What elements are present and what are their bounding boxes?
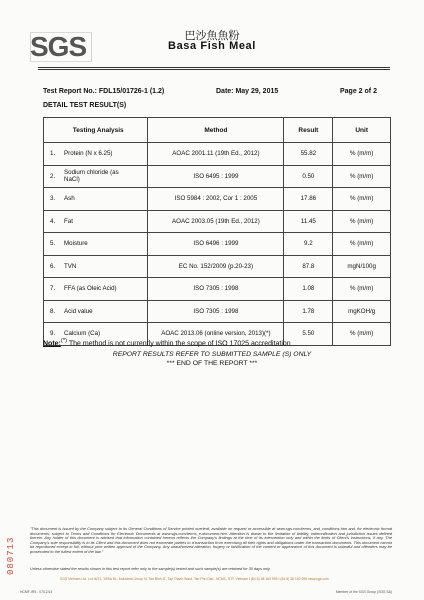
header-testing-analysis: Testing Analysis bbox=[44, 118, 148, 143]
report-refer-text: REPORT RESULTS REFER TO SUBMITTED SAMPLE (S) ONLY bbox=[112, 351, 312, 358]
row-number: 3. bbox=[50, 195, 56, 203]
row-number: 9. bbox=[50, 330, 56, 338]
cell-result: 1.08 bbox=[284, 278, 333, 301]
cell-analysis bbox=[44, 300, 148, 323]
header-unit: Unit bbox=[333, 118, 391, 143]
title-english: Basa Fish Meal bbox=[168, 40, 256, 52]
row-number: 8. bbox=[50, 307, 56, 315]
analysis-name: Ash bbox=[64, 195, 75, 203]
cell-method: ISO 7305 : 1998 bbox=[148, 300, 284, 323]
analysis-name: TVN bbox=[64, 262, 77, 270]
serial-number-stamp: 080713 bbox=[6, 536, 16, 575]
table-row bbox=[44, 188, 391, 211]
cell-analysis bbox=[44, 143, 148, 166]
note bbox=[43, 338, 291, 347]
analysis-name: FFA (as Oleic Acid) bbox=[64, 285, 117, 293]
cell-result: 55.82 bbox=[284, 143, 333, 166]
table-row bbox=[44, 300, 391, 323]
cell-unit: % (m/m) bbox=[333, 323, 391, 346]
cell-unit: % (m/m) bbox=[333, 165, 391, 188]
results-table bbox=[43, 117, 391, 346]
logo-text: SGS bbox=[30, 31, 87, 62]
cell-result: 0.50 bbox=[284, 165, 333, 188]
unless-text: Unless otherwise stated the results shown in this test report refer only to the sample(s) tested and such sample(s) are retained for 30 days only. bbox=[30, 567, 271, 571]
cell-unit: % (m/m) bbox=[333, 210, 391, 233]
analysis-name: Calcium (Ca) bbox=[64, 330, 101, 338]
cell-result: 17.86 bbox=[284, 188, 333, 211]
row-number: 1. bbox=[50, 150, 56, 158]
cell-unit: mgN/100g bbox=[333, 255, 391, 278]
cell-method: ISO 7305 : 1998 bbox=[148, 278, 284, 301]
report-date: Date: May 29, 2015 bbox=[216, 88, 279, 95]
row-number: 7. bbox=[50, 285, 56, 293]
cell-method: AOAC 2001.11 (19th Ed., 2012) bbox=[148, 143, 284, 166]
cell-method: AOAC 2003.05 (19th Ed., 2012) bbox=[148, 210, 284, 233]
cell-unit: % (m/m) bbox=[333, 233, 391, 256]
cell-method: EC No. 152/2009 (p.20-23) bbox=[148, 255, 284, 278]
analysis-name: Protein (N x 6.25) bbox=[64, 150, 113, 158]
disclaimer-text: "This document is issued by the Company subject to its General Conditions of Service printed overleaf, available on request or accessible at www.sgs.com/terms_and_conditions.htm and, for electronic format documents, subject to Terms and Conditions for Electronic Documents at www.sgs.com/terms_e-document.htm. Attention is drawn to the limitation of liability, indemnification and jurisdiction issues defined therein. Any holder of this document is advised that information contained hereon reflects the Company's findings at the time of its intervention only and within the limits of Client's instructions, if any. The Company's sole responsibility is to its Client and this document does not exonerate parties to a transaction from exercising all their rights and obligations under the transaction documents. This document cannot be reproduced except in full, without prior written approval of the Company. Any unauthorized alteration, forgery or falsification of the content or appearance of this document is unlawful and offenders may be prosecuted to the fullest extent of the law." bbox=[30, 526, 392, 554]
cell-result: 87.8 bbox=[284, 255, 333, 278]
title-chinese: 巴沙魚魚粉 bbox=[184, 29, 240, 42]
table-row bbox=[44, 233, 391, 256]
note-marker: (*) bbox=[60, 338, 68, 344]
cell-method: ISO 6495 : 1999 bbox=[148, 165, 284, 188]
row-number: 2. bbox=[50, 172, 56, 180]
analysis-name: Acid value bbox=[64, 307, 93, 315]
cell-result: 5.50 bbox=[284, 323, 333, 346]
analysis-name: Moisture bbox=[64, 240, 88, 248]
table-row bbox=[44, 255, 391, 278]
analysis-name: Fat bbox=[64, 217, 73, 225]
table-row bbox=[44, 278, 391, 301]
end-of-report: *** END OF THE REPORT *** bbox=[166, 360, 258, 367]
cell-method: ISO 6496 : 1999 bbox=[148, 233, 284, 256]
cell-method: AOAC 2013.06 (online version, 2013)(*) bbox=[148, 323, 284, 346]
note-text: The method is not currently within the scope of ISO 17025 accreditation bbox=[68, 340, 291, 348]
table-row bbox=[44, 165, 391, 188]
cell-unit: % (m/m) bbox=[333, 278, 391, 301]
page-number: Page 2 of 2 bbox=[340, 88, 377, 95]
cell-unit: mgKOH/g bbox=[333, 300, 391, 323]
cell-analysis bbox=[44, 188, 148, 211]
section-title: DETAIL TEST RESULT(S) bbox=[43, 102, 127, 109]
cell-analysis bbox=[44, 278, 148, 301]
cell-method: ISO 5984 : 2002, Cor 1 : 2005 bbox=[148, 188, 284, 211]
table-row bbox=[44, 143, 391, 166]
cell-analysis bbox=[44, 255, 148, 278]
note-label: Note: bbox=[43, 340, 61, 348]
footer-form-code: HCMF-IR5 - 07/12/14 bbox=[20, 590, 53, 594]
header-divider-2 bbox=[38, 69, 390, 70]
footer-member: Member of the SGS Group (SGS SA) bbox=[335, 590, 392, 594]
row-number: 5. bbox=[50, 240, 56, 248]
report-number: Test Report No.: FDL15/01726-1 (1.2) bbox=[43, 88, 165, 95]
cell-analysis bbox=[44, 210, 148, 233]
header-result: Result bbox=[284, 118, 333, 143]
header-method: Method bbox=[148, 118, 284, 143]
cell-result: 11.45 bbox=[284, 210, 333, 233]
row-number: 6. bbox=[50, 262, 56, 270]
header-divider bbox=[38, 67, 390, 68]
cell-result: 1.78 bbox=[284, 300, 333, 323]
cell-unit: % (m/m) bbox=[333, 143, 391, 166]
analysis-name: Sodium chloride (as NaCl) bbox=[64, 169, 119, 184]
cell-analysis bbox=[44, 165, 148, 188]
cell-analysis bbox=[44, 233, 148, 256]
table-body bbox=[44, 143, 391, 346]
table-header-row bbox=[44, 118, 391, 143]
table-row bbox=[44, 210, 391, 233]
footer-address: SGS Vietnam Ltd. Lot III/21, 19/5A St., Industrial Group III, Tan Binh IZ, Tay Thanh Ward, Tan Phu Dist., HCMC, S.R. Vietnam t (84 8) 38 160 999 f (84 8) 38 160 996 www.sgs.com bbox=[60, 577, 329, 581]
cell-unit: % (m/m) bbox=[333, 188, 391, 211]
cell-result: 9.2 bbox=[284, 233, 333, 256]
row-number: 4. bbox=[50, 217, 56, 225]
